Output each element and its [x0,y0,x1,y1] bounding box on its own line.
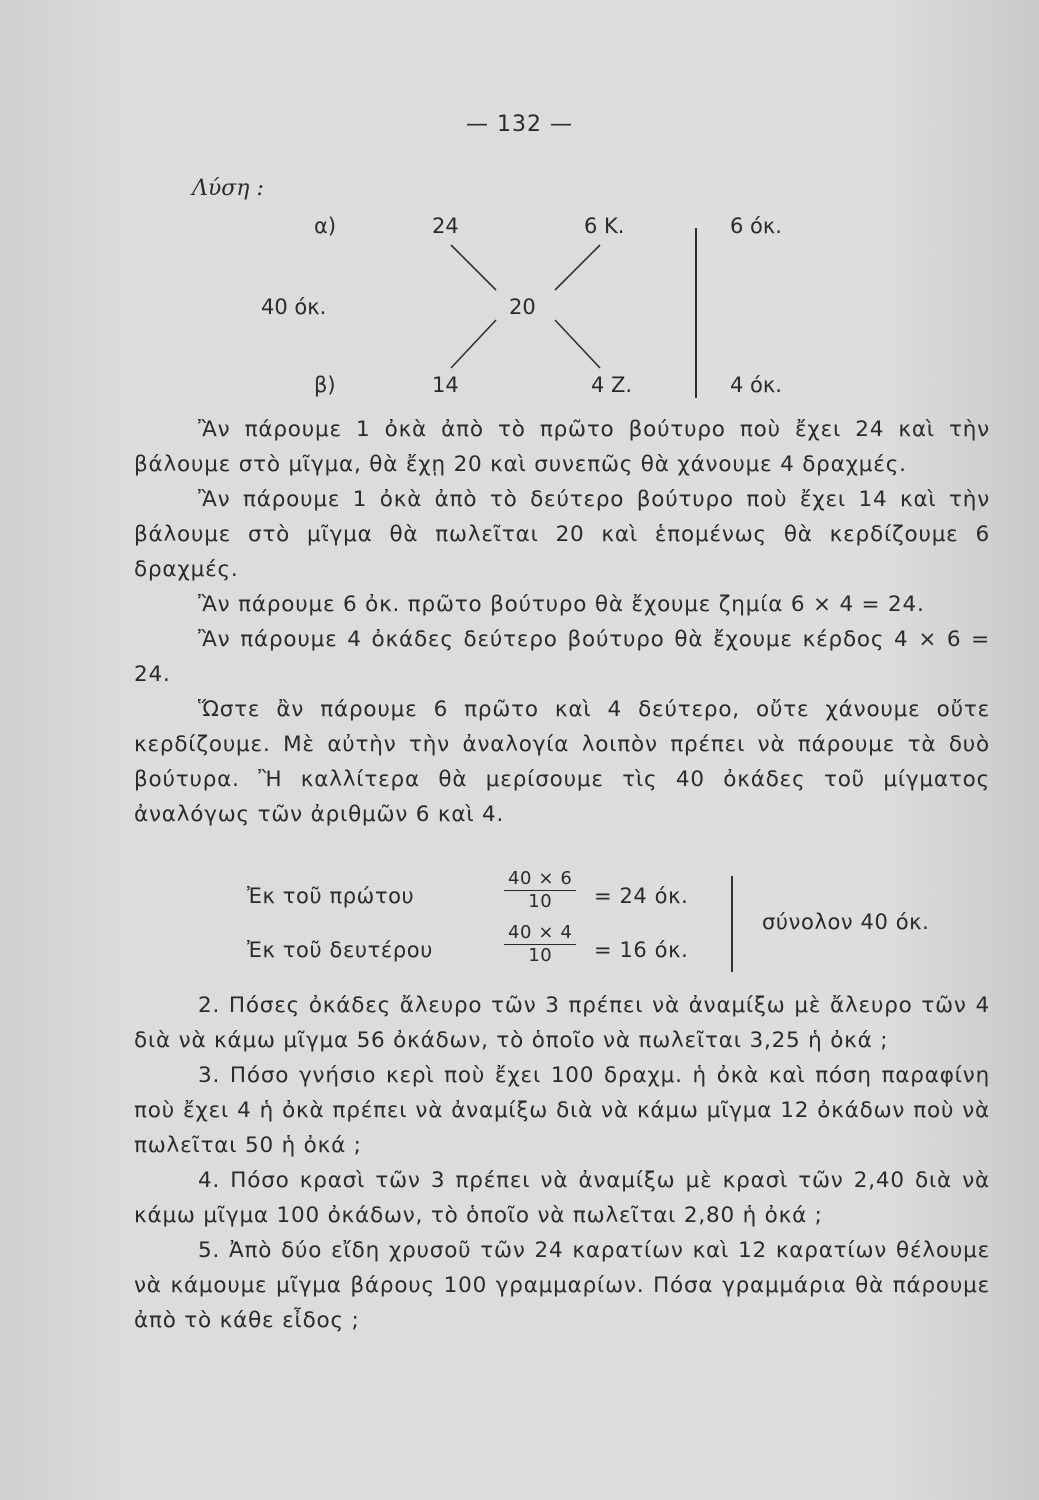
calc-row1-numerator: 40 × 6 [504,868,576,891]
diagram-result-bottom: 4 όκ. [730,373,782,397]
diagram-bottom-right-value: 4 Ζ. [591,373,633,397]
cross-line-bottom-left [451,320,496,368]
calc-row1-denominator: 10 [528,891,553,912]
paragraph: Ἂν πάρουμε 1 ὀκὰ ἀπὸ τὸ δεύτερο βούτυρο ποὺ ἔχει 14 καὶ τὴν βάλουμε στὸ μῖγμα θὰ πωλεῖται 20 καὶ ἑπομένως θὰ κερδίζουμε 6 δραχμές. [134,487,990,582]
solution-text [134,412,990,832]
calc-row2-label: Ἐκ τοῦ δευτέρου [247,938,433,962]
page-number: — 132 — [466,112,573,137]
diagram-result-top: 6 όκ. [730,214,782,238]
diagram-top-right-value: 6 Κ. [584,214,625,238]
calc-brace [731,876,733,972]
paragraph: Ἂν πάρουμε 1 ὀκὰ ἀπὸ τὸ πρῶτο βούτυρο ποὺ ἔχει 24 καὶ τὴν βάλουμε στὸ μῖγμα, θὰ ἔχῃ 20 καὶ συνεπῶς θὰ χάνουμε 4 δραχμές. [134,417,990,477]
paragraph: Ἂν πάρουμε 4 ὀκάδες δεύτερο βούτυρο θὰ ἔχουμε κέρδος 4 × 6 = 24. [134,627,990,687]
solution-heading: Λύση : [192,176,264,201]
diagram-bottom-left-value: 14 [432,373,459,397]
cross-line-bottom-right [555,320,600,368]
diagram-mix-label: 40 όκ. [261,295,327,319]
diagram-cross-lines [0,0,1039,420]
exercise-item: 5. Ἀπὸ δύο εἴδη χρυσοῦ τῶν 24 καρατίων καὶ 12 καρατίων θέλουμε νὰ κάμουμε μῖγμα βάρους 100 γραμμαρίων. Πόσα γραμμάρια θὰ πάρουμε ἀπὸ τὸ κάθε εἶδος ; [134,1238,990,1333]
calc-row2-fraction [504,922,576,967]
calc-row2-numerator: 40 × 4 [504,922,576,945]
paragraph: Ὥστε ἂν πάρουμε 6 πρῶτο καὶ 4 δεύτερο, οὔτε χάνουμε οὔτε κερδίζουμε. Μὲ αὐτὴν τὴν ἀναλογία λοιπὸν πρέπει νὰ πάρουμε τὰ δυὸ βούτυρα. Ἢ καλλίτερα θὰ μερίσουμε τὶς 40 ὀκάδες τοῦ μίγματος ἀναλόγως τῶν ἀριθμῶν 6 καὶ 4. [134,697,990,827]
diagram-center-value: 20 [509,295,536,319]
paragraph: Ἂν πάρουμε 6 ὀκ. πρῶτο βούτυρο θὰ ἔχουμε ζημία 6 × 4 = 24. [198,592,925,617]
calc-row1-label: Ἐκ τοῦ πρώτου [247,884,415,908]
diagram-top-left-value: 24 [432,214,459,238]
cross-line-top-left [451,245,496,290]
exercise-item: 3. Πόσο γνήσιο κερὶ ποὺ ἔχει 100 δραχμ. ἡ ὀκὰ καὶ πόση παραφίνη ποὺ ἔχει 4 ἡ ὀκὰ πρέπει νὰ ἀναμίξω διὰ νὰ κάμω μῖγμα 12 ὀκάδων ποὺ νὰ πωλεῖται 50 ἡ ὀκά ; [134,1063,990,1158]
diagram-label-a: α) [314,214,337,238]
exercise-item: 4. Πόσο κρασὶ τῶν 3 πρέπει νὰ ἀναμίξω μὲ κρασὶ τῶν 2,40 διὰ νὰ κάμω μῖγμα 100 ὀκάδων, τὸ ὁποῖο νὰ πωλεῖται 2,80 ἡ ὀκά ; [134,1168,990,1228]
calc-row1-fraction [504,868,576,913]
exercises-text [134,988,990,1338]
cross-line-top-right [555,245,600,290]
calc-row2-denominator: 10 [528,945,553,966]
calc-total: σύνολον 40 όκ. [762,910,930,934]
exercise-item: 2. Πόσες ὀκάδες ἄλευρο τῶν 3 πρέπει νὰ ἀναμίξω μὲ ἄλευρο τῶν 4 διὰ νὰ κάμω μῖγμα 56 ὀκάδων, τὸ ὁποῖο νὰ πωλεῖται 3,25 ἡ ὀκά ; [134,993,990,1053]
diagram-label-b: β) [314,373,336,397]
calc-row2-result: = 16 όκ. [594,938,689,962]
calc-row1-result: = 24 όκ. [594,884,689,908]
